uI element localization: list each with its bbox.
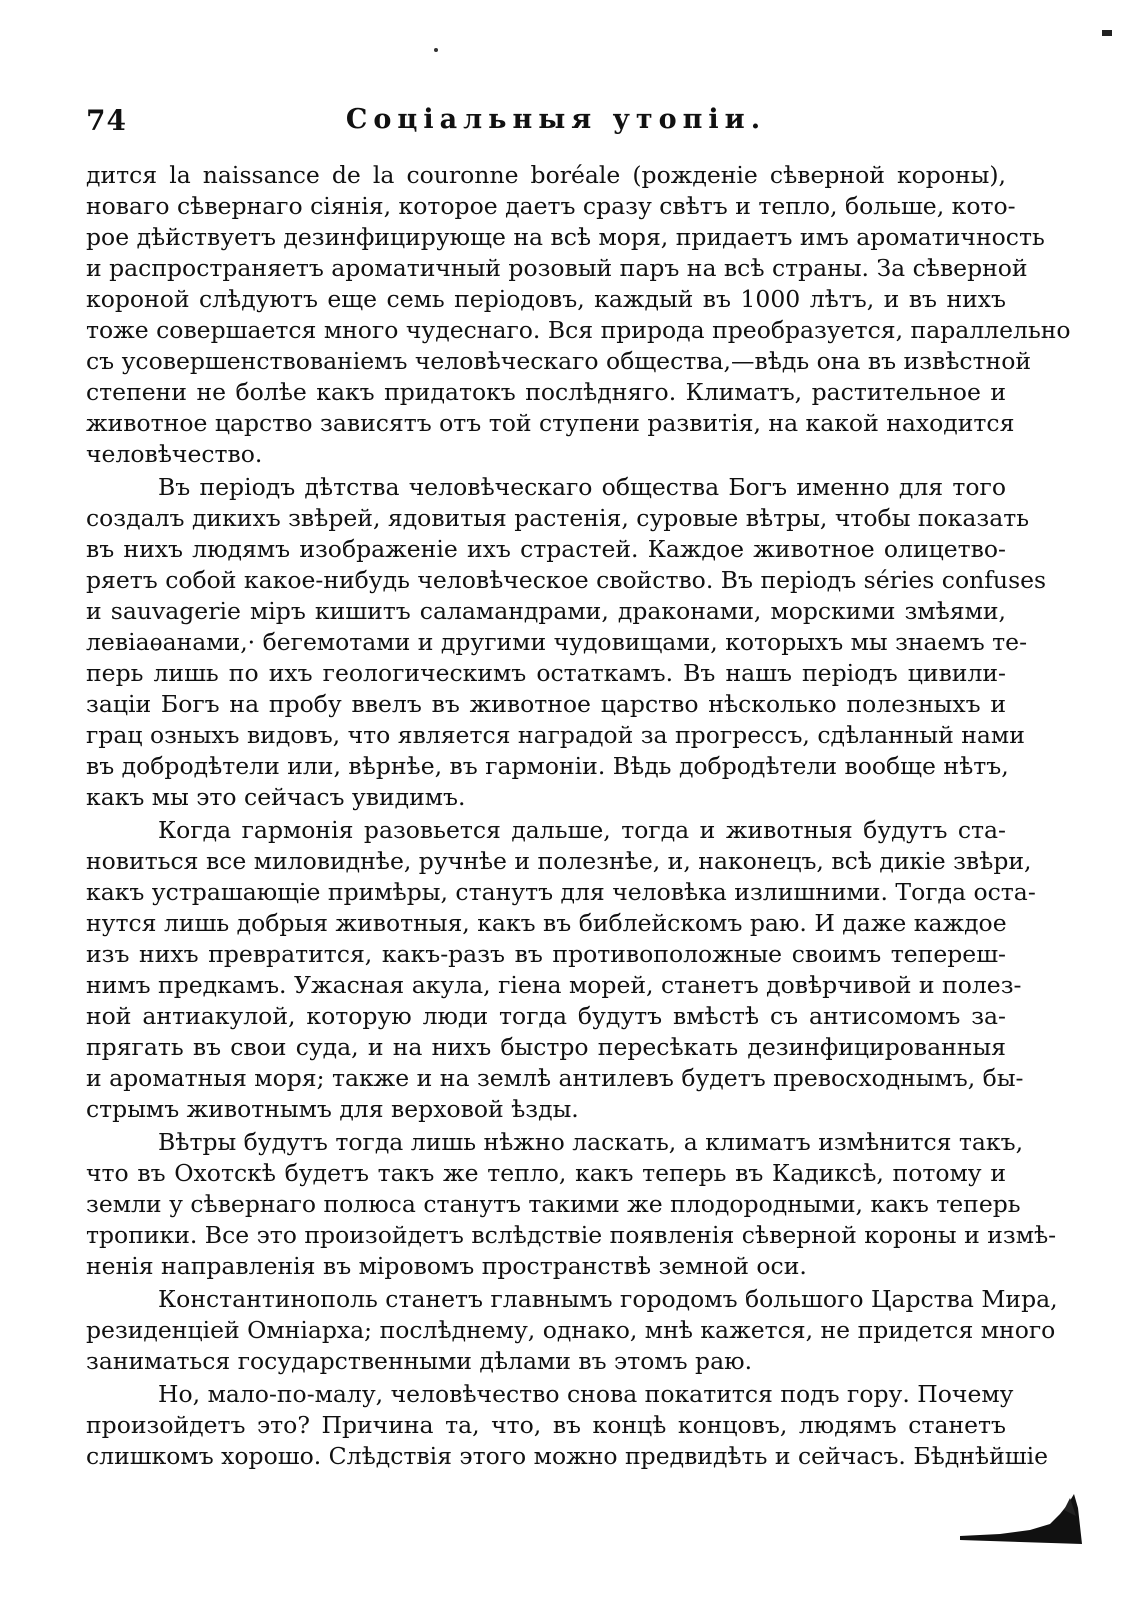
text-line: левіаѳанами,· бегемотами и другими чудовищами, которыхъ мы знаемъ те- (86, 628, 1028, 656)
page-header (86, 104, 1006, 144)
text-line: Вѣтры будутъ тогда лишь нѣжно ласкать, а климатъ измѣнится такъ, (158, 1128, 1024, 1156)
paragraph (86, 815, 1036, 1125)
text-line: изъ нихъ превратится, какъ-разъ въ противоположные своимъ тепереш- (86, 940, 1006, 968)
text-line: создалъ дикихъ звѣрей, ядовитыя растенія, суровые вѣтры, чтобы показать (86, 504, 1030, 532)
text-line: слишкомъ хорошо. Слѣдствія этого можно предвидѣть и сейчасъ. Бѣднѣйшіе (86, 1442, 1049, 1470)
text-line: прягать въ свои суда, и на нихъ быстро пересѣкать дезинфицированныя (86, 1033, 1006, 1061)
text-line: заниматься государственными дѣлами въ этомъ раю. (86, 1347, 753, 1375)
text-line: дится la naissance de la couronne boréale (рожденіе сѣверной короны), (86, 161, 1006, 189)
print-speck (1102, 30, 1112, 36)
text-line: стрымъ животнымъ для верховой ѣзды. (86, 1095, 579, 1123)
text-line: нутся лишь добрыя животныя, какъ въ библейскомъ раю. И даже каждое (86, 909, 1007, 937)
text-line: Когда гармонія разовьется дальше, тогда и животныя будутъ ста- (158, 816, 1006, 844)
running-title: Соціальныя утопіи. (345, 104, 767, 135)
text-line: въ добродѣтели или, вѣрнѣе, въ гармоніи. Вѣдь добродѣтели вообще нѣтъ, (86, 752, 1009, 780)
paragraph (86, 1379, 1049, 1472)
page-number: 74 (86, 104, 127, 137)
text-line: нимъ предкамъ. Ужасная акула, гіена морей, станетъ довѣрчивой и полез- (86, 971, 1022, 999)
text-line: перь лишь по ихъ геологическимъ остаткамъ. Въ нашъ періодъ цивили- (86, 659, 1006, 687)
text-line: какъ устрашающіе примѣры, станутъ для человѣка излишними. Тогда оста- (86, 878, 1036, 906)
text-line: новаго сѣвернаго сіянія, которое даетъ сразу свѣтъ и тепло, больше, кото- (86, 192, 1016, 220)
text-line: земли у сѣвернаго полюса станутъ такими же плодородными, какъ теперь (86, 1190, 1021, 1218)
torn-corner-mark (960, 1490, 1090, 1550)
text-line: и распространяетъ ароматичный розовый паръ на всѣ страны. За сѣверной (86, 254, 1028, 282)
paragraph (86, 1127, 1057, 1282)
text-line: тропики. Все это произойдетъ вслѣдствіе появленія сѣверной короны и измѣ- (86, 1221, 1057, 1249)
text-line: ненія направленія въ міровомъ пространствѣ земной оси. (86, 1252, 807, 1280)
paragraph (86, 472, 1047, 813)
text-line: резиденціей Омніарха; послѣднему, однако, мнѣ кажется, не придется много (86, 1316, 1056, 1344)
text-line: новиться все миловиднѣе, ручнѣе и полезнѣе, и, наконецъ, всѣ дикіе звѣри, (86, 847, 1032, 875)
text-line: произойдетъ это? Причина та, что, въ концѣ концовъ, людямъ станетъ (86, 1411, 1006, 1439)
text-line: ряетъ собой какое-нибудь человѣческое свойство. Въ періодъ séries confuses (86, 566, 1047, 594)
print-speck (434, 48, 438, 52)
text-line: Въ періодъ дѣтства человѣческаго общества Богъ именно для того (158, 473, 1006, 501)
text-line: грац озныхъ видовъ, что является наградой за прогрессъ, сдѣланный нами (86, 721, 1025, 749)
text-line: какъ мы это сейчасъ увидимъ. (86, 783, 466, 811)
paragraph (86, 1284, 1058, 1377)
text-line: короной слѣдуютъ еще семь періодовъ, каждый въ 1000 лѣтъ, и въ нихъ (86, 285, 1006, 313)
text-line: въ нихъ людямъ изображеніе ихъ страстей. Каждое животное олицетво- (86, 535, 1006, 563)
body-text (86, 160, 1071, 1474)
paragraph (86, 160, 1071, 470)
text-line: ной антиакулой, которую люди тогда будутъ вмѣстѣ съ антисомомъ за- (86, 1002, 1006, 1030)
text-line: съ усовершенствованіемъ человѣческаго общества,—вѣдь она въ извѣстной (86, 347, 1032, 375)
text-line: человѣчество. (86, 440, 263, 468)
text-line: заціи Богъ на пробу ввелъ въ животное царство нѣсколько полезныхъ и (86, 690, 1006, 718)
text-line: тоже совершается много чудеснаго. Вся природа преобразуется, параллельно (86, 316, 1071, 344)
text-line: и sauvagerie міръ кишитъ саламандрами, драконами, морскими змѣями, (86, 597, 1006, 625)
text-line: рое дѣйствуетъ дезинфицирующе на всѣ моря, придаетъ имъ ароматичность (86, 223, 1045, 251)
text-line: и ароматныя моря; также и на землѣ антилевъ будетъ превосходнымъ, бы- (86, 1064, 1024, 1092)
text-line: Но, мало-по-малу, человѣчество снова покатится подъ гору. Почему (158, 1380, 1014, 1408)
text-line: что въ Охотскѣ будетъ такъ же тепло, какъ теперь въ Кадиксѣ, потому и (86, 1159, 1006, 1187)
text-line: Константинополь станетъ главнымъ городомъ большого Царства Мира, (158, 1285, 1058, 1313)
text-line: животное царство зависятъ отъ той ступени развитія, на какой находится (86, 409, 1015, 437)
text-line: степени не болѣе какъ придатокъ послѣдняго. Климатъ, растительное и (86, 378, 1006, 406)
